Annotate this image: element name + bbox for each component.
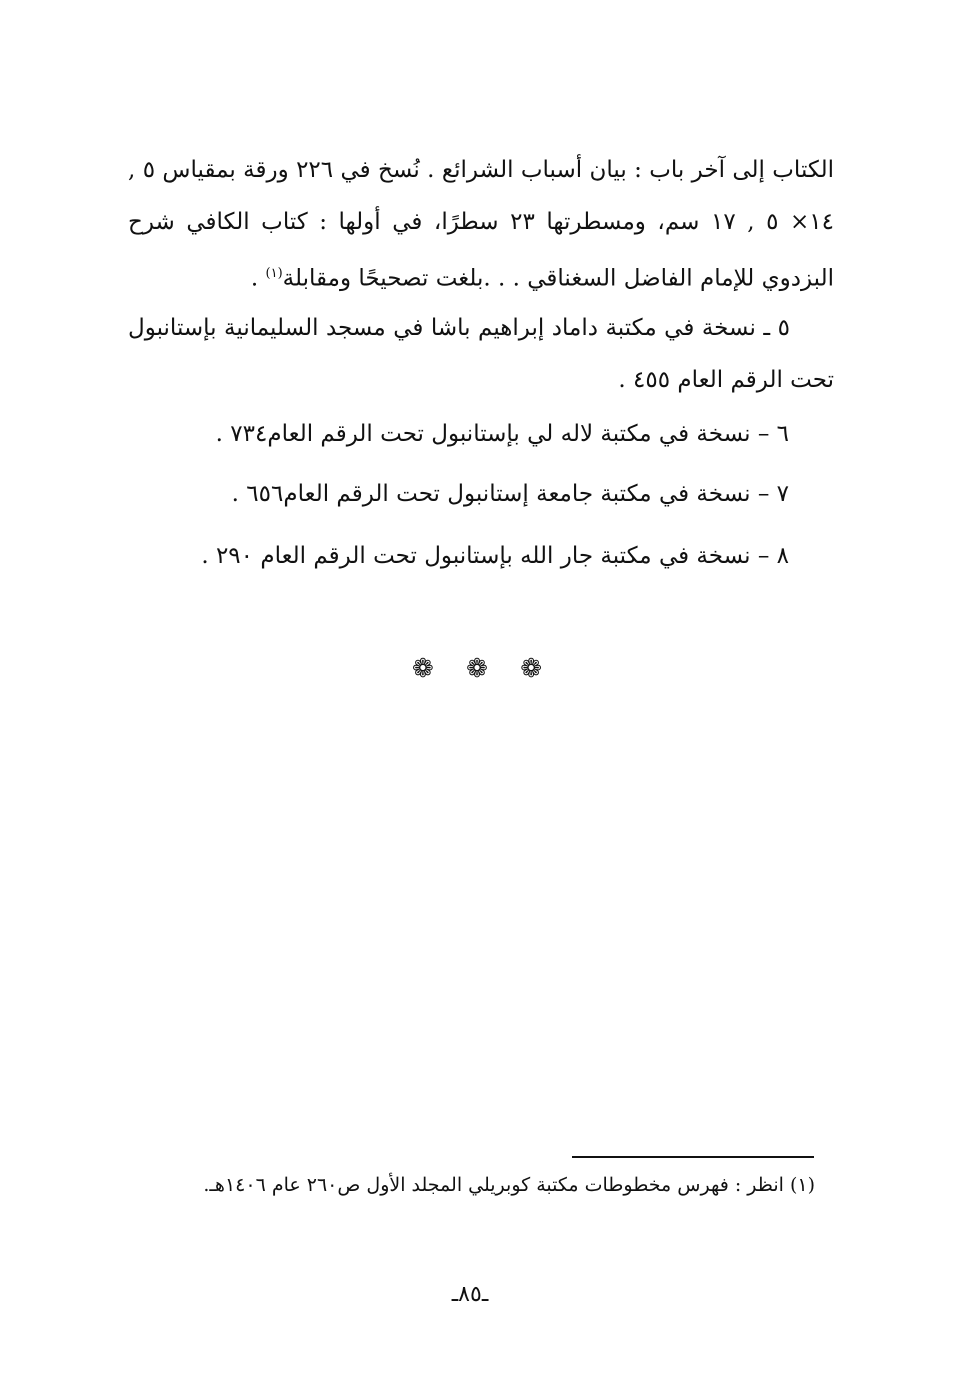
section-separator: [412, 654, 542, 684]
list-item-5: ٥ ـ نسخة في مكتبة داماد إبراهيم باشا في مسجد السليمانية بإستانبول تحت الرقم العام ٤٥٥ .: [128, 315, 834, 393]
paragraph-end: .: [250, 265, 266, 292]
paragraph-manuscript-description: [128, 144, 834, 305]
list-item-6: ٦ – نسخة في مكتبة لاله لي بإستانبول تحت الرقم العام٧٣٤ .: [215, 421, 789, 447]
list-item-8: ٨ – نسخة في مكتبة جار الله بإستانبول تحت الرقم العام ٢٩٠ .: [201, 543, 789, 569]
flower-ornament-icon: ❁: [466, 654, 488, 684]
page-number: ـ٨٥ـ: [451, 1282, 489, 1307]
list-item-7: ٧ – نسخة في مكتبة جامعة إستانبول تحت الرقم العام٦٥٦ .: [231, 481, 789, 507]
flower-ornament-icon: ❁: [520, 654, 542, 684]
footnote-reference: (١): [265, 266, 283, 281]
paragraph-text: الكتاب إلى آخر باب : بيان أسباب الشرائع . نُسخ في ٢٢٦ ورقة بمقياس ٥ , ١٤× ٥ , ١٧ سم، ومسطرتها ٢٣ سطرًا، في أولها : كتاب الكافي شرح البزدوي للإمام الفاضل السغناقي . . .بلغت تصحيحًا ومقابلة: [128, 157, 835, 292]
footnote: (١) انظر : فهرس مخطوطات مكتبة كوبريلي المجلد الأول ص٢٦٠ عام ١٤٠٦هـ.: [203, 1174, 815, 1196]
flower-ornament-icon: ❁: [412, 654, 434, 684]
footnote-divider: [572, 1156, 814, 1158]
